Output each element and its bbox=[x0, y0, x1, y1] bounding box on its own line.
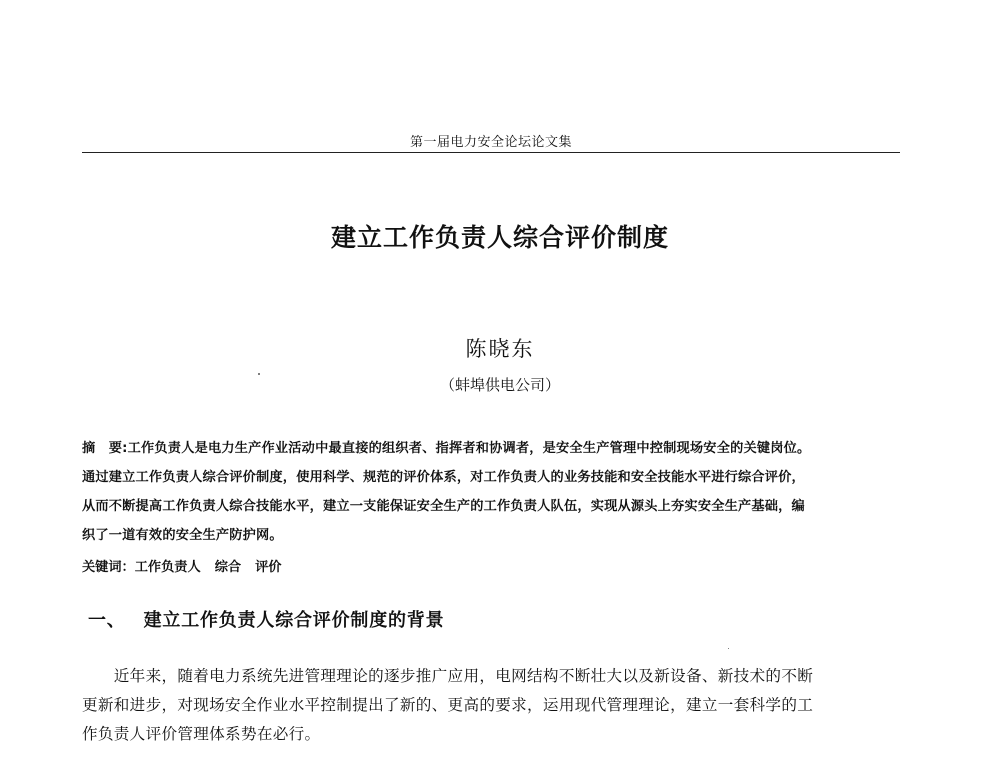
keyword-item: 工作负责人 bbox=[134, 560, 201, 575]
abstract bbox=[82, 434, 902, 550]
keywords-label: 关键词： bbox=[82, 560, 135, 575]
paragraph-line: 更新和进步，对现场安全作业水平控制提出了新的、更高的要求，运用现代管理理论，建立一套科学的工 bbox=[82, 696, 814, 714]
abstract-text: :工作负责人是电力生产作业活动中最直接的组织者、指挥者和协调者，是安全生产管理中控制现场安全的关键岗位。 bbox=[122, 441, 811, 456]
header-rule bbox=[82, 152, 900, 153]
paper-title: 建立工作负责人综合评价制度 bbox=[330, 223, 669, 252]
running-header: 第一届电力安全论坛论文集 bbox=[409, 135, 572, 150]
section-title: 建立工作负责人综合评价制度的背景 bbox=[143, 610, 445, 631]
keyword-item: 评价 bbox=[255, 560, 282, 575]
paragraph-line: 作负责人评价管理体系势在必行。 bbox=[82, 725, 321, 743]
keyword-item: 综合 bbox=[214, 560, 242, 575]
author-affiliation: （蚌埠供电公司） bbox=[439, 376, 560, 394]
section-heading bbox=[88, 606, 444, 632]
abstract-line bbox=[82, 434, 902, 463]
abstract-label: 摘 要 bbox=[82, 441, 123, 456]
paragraph-line: 近年来，随着电力系统先进管理理论的逐步推广应用，电网结构不断壮大以及新设备、新技术的不断 bbox=[82, 667, 814, 685]
author-name: 陈晓东 bbox=[465, 337, 535, 361]
abstract-line: 织了一道有效的安全生产防护网。 bbox=[82, 528, 283, 543]
scan-speck bbox=[728, 648, 729, 649]
section-number: 一、 bbox=[88, 610, 126, 631]
abstract-line: 通过建立工作负责人综合评价制度，使用科学、规范的评价体系，对工作负责人的业务技能和安全技能水平进行综合评价， bbox=[82, 470, 805, 485]
body-paragraph bbox=[82, 662, 904, 749]
keywords bbox=[82, 556, 281, 575]
abstract-line: 从而不断提高工作负责人综合技能水平，建立一支能保证安全生产的工作负责人队伍，实现从源头上夯实安全生产基础，编 bbox=[82, 499, 805, 514]
